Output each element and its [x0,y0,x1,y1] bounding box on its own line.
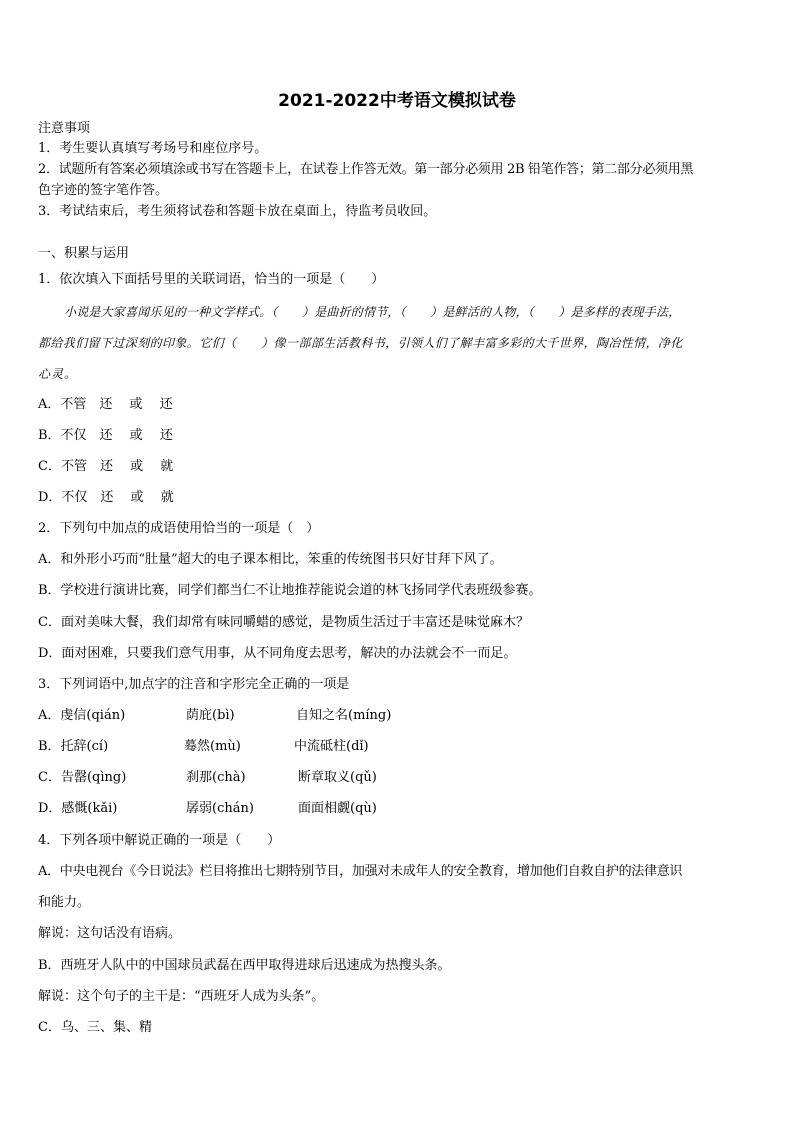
option-word: 面面相觑(qù) [298,801,377,816]
question-stem: 1．依次填入下面括号里的关联词语，恰当的一项是（ ） [38,272,385,287]
option: B．不仅 还 或 还 [38,428,173,443]
option: D．不仅 还 或 就 [38,490,174,505]
option: B．西班牙人队中的中国球员武磊在西甲取得进球后迅速成为热搜头条。 [38,958,451,973]
option: A．和外形小巧而“肚量”超大的电子课本相比，笨重的传统图书只好甘拜下风了。 [38,552,503,567]
option-word: 孱弱(chán) [186,801,254,816]
notice-line: 2．试题所有答案必须填涂或书写在答题卡上，在试卷上作答无效。第一部分必须用 2B 铅笔作答；第二部分必须用黑 [38,162,694,177]
option: C．面对美味大餐，我们却常有味同嚼蜡的感觉，是物质生活过于丰富还是味觉麻木？ [38,615,529,630]
option: C．乌、三、集、精 [38,1020,152,1035]
option-word: 荫庇(bì) [186,708,235,723]
explanation: 解说：这句话没有语病。 [38,926,182,941]
option: D．面对困难，只要我们意气用事，从不同角度去思考，解决的办法就会不一而足。 [38,646,517,661]
option-word: 断章取义(qǔ) [298,770,377,785]
option-word: 蓦然(mù) [184,739,241,754]
question-stem: 3．下列词语中,加点字的注音和字形完全正确的一项是 [38,677,350,692]
passage-line: 都给我们留下过深刻的印象。它们（ ）像一部部生活教科书，引领人们了解丰富多彩的大千世界，陶冶性情，净化 [38,336,683,350]
question-stem: 4．下列各项中解说正确的一项是（ ） [38,833,281,848]
option-word: A．虔信(qián) [38,708,126,723]
notice-line: 1．考生要认真填写考场号和座位序号。 [38,141,268,156]
option: A．不管 还 或 还 [38,397,173,412]
notice-line: 3．考试结束后，考生须将试卷和答题卡放在桌面上，待监考员收回。 [38,204,437,219]
option: C．不管 还 或 就 [38,459,174,474]
option-continuation: 和能力。 [38,895,91,910]
option: B．学校进行演讲比赛，同学们都当仁不让地推荐能说会道的林飞扬同学代表班级参赛。 [38,583,542,598]
option-word: 刹那(chà) [186,770,246,785]
passage-line: 小说是大家喜闻乐见的一种文学样式。（ ）是曲折的情节，（ ）是鲜活的人物，（ ）是多样的表现手法， [64,305,681,319]
option-word: C．告罄(qìng) [38,770,127,785]
notice-line: 色字迹的签字笔作答。 [38,183,169,198]
notice-heading: 注意事项 [38,121,91,136]
option-word: D．感慨(kǎi) [38,801,118,816]
option-word: 中流砥柱(dǐ) [294,739,369,754]
option-word: 自知之名(míng) [296,708,392,723]
option: A．中央电视台《今日说法》栏目将推出七期特别节目，加强对未成年人的安全教育，增加他们自救自护的法律意识 [38,864,683,879]
question-stem: 2．下列句中加点的成语使用恰当的一项是（ ） [38,521,320,536]
section-heading: 一、积累与运用 [38,246,130,261]
passage-line: 心灵。 [38,367,78,381]
option-word: B．托辞(cí) [38,739,109,754]
explanation: 解说：这个句子的主干是：“西班牙人成为头条”。 [38,989,325,1004]
page-title: 2021-2022中考语文模拟试卷 [278,91,516,111]
